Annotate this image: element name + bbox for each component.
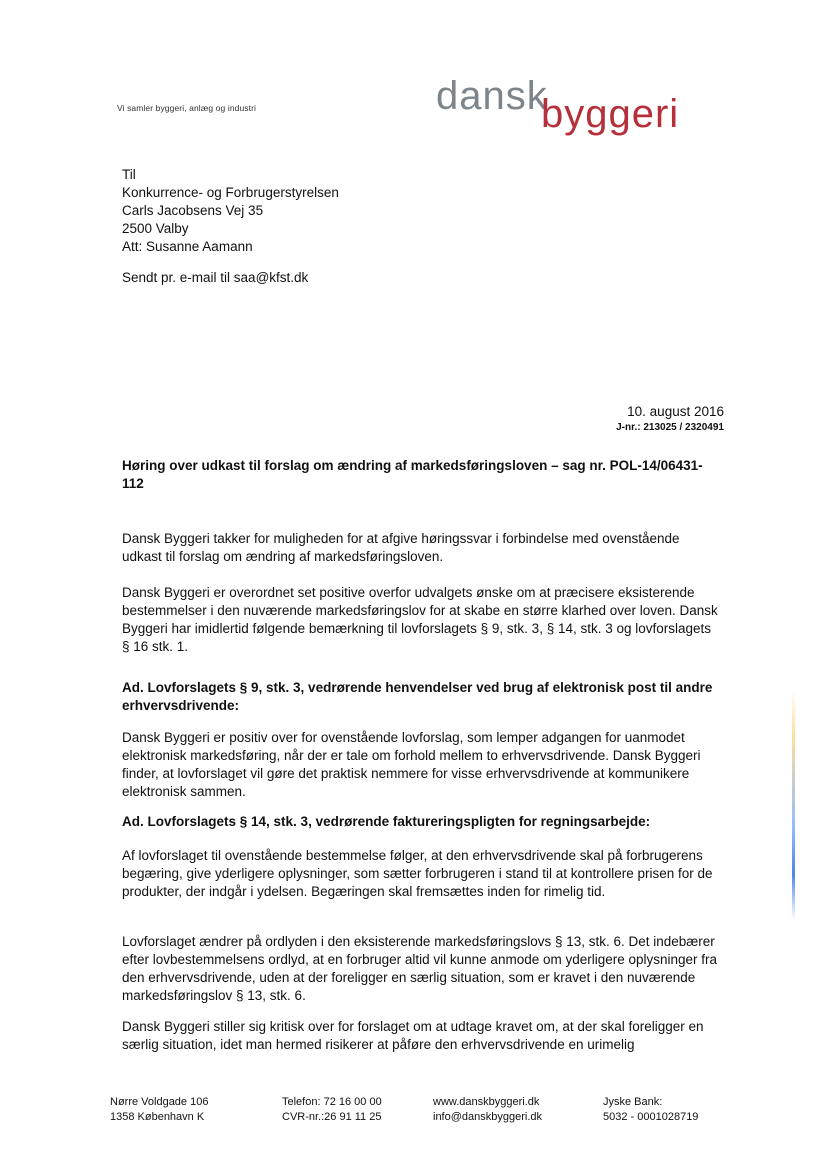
footer-bank-line: 5032 - 0001028719 — [603, 1111, 699, 1123]
footer-bank — [603, 1095, 698, 1125]
paragraph-overall: Dansk Byggeri er overordnet set positive overfor udvalgets ønske om at præcisere eksisterende bestemmelser i den nuværende markedsføringslov for at skabe en større klarhed over loven. Dansk Byggeri har imidlertid følgende bemærkning til lovforslagets § 9, stk. 3, § 14, stk. 3 og lovforslagets § 16 stk. 1. — [122, 585, 718, 654]
footer-phone — [282, 1095, 382, 1125]
heading-section-9: Ad. Lovforslagets § 9, stk. 3, vedrørende henvendelser ved brug af elektronisk post til andre erhvervsdrivende: — [122, 680, 713, 713]
footer-web — [433, 1095, 542, 1125]
footer-phone-line: Telefon: 72 16 00 00 — [282, 1096, 382, 1108]
footer-address — [110, 1095, 208, 1125]
recipient-line: Til — [122, 167, 136, 182]
paragraph-section-14-c: Dansk Byggeri stiller sig kritisk over for forslaget om at udtage kravet om, at der skal foreligger en særlig situation, idet man hermed risikerer at påføre den erhvervsdrivende en urimelig — [122, 1019, 704, 1052]
journal-number: J-nr.: 213025 / 2320491 — [616, 422, 724, 433]
recipient-line: Carls Jacobsens Vej 35 — [122, 203, 264, 218]
recipient-line: 2500 Valby — [122, 221, 189, 236]
footer-address-line: Nørre Voldgade 106 — [110, 1096, 209, 1108]
footer-cvr-line: CVR-nr.:26 91 11 25 — [282, 1111, 382, 1123]
logo-text-byggeri: byggeri — [541, 92, 680, 136]
tagline: Vi samler byggeri, anlæg og industri — [117, 103, 257, 113]
heading-section-14: Ad. Lovforslagets § 14, stk. 3, vedrørende faktureringspligten for regningsarbejde: — [122, 814, 651, 829]
paragraph-intro: Dansk Byggeri takker for muligheden for at afgive høringssvar i forbindelse med ovenstående udkast til forslag om ændring af markedsføringsloven. — [122, 531, 680, 564]
paragraph-section-14-a: Af lovforslaget til ovenstående bestemmelse følger, at den erhvervsdrivende skal på forbrugerens begæring, give yderligere oplysninger, som sætter forbrugeren i stand til at kontrollere prisen for de produkter, der indgår i ydelsen. Begæringen skal fremsættes inden for rimelig tid. — [122, 848, 713, 899]
logo-text-dansk: dansk — [436, 74, 548, 118]
letter-date: 10. august 2016 — [627, 404, 724, 419]
recipient-line: Konkurrence- og Forbrugerstyrelsen — [122, 185, 339, 200]
recipient-address — [122, 166, 339, 256]
paragraph-section-9: Dansk Byggeri er positiv over for ovenstående lovforslag, som lemper adgangen for uanmodet elektronisk markedsføring, når der er tale om forhold mellem to erhvervsdrivende. Dansk Byggeri finder, at lovforslaget vil gøre det praktisk nemmere for visse erhvervsdrivende at kommunikere elektronisk sammen. — [122, 730, 701, 799]
dansk-byggeri-logo — [436, 70, 696, 140]
letter-title: Høring over udkast til forslag om ændring af markedsføringsloven – sag nr. POL-14/06431-112 — [122, 458, 703, 491]
footer-bank-line: Jyske Bank: — [603, 1096, 663, 1108]
scan-edge-artifact — [792, 690, 795, 920]
footer-email-link[interactable]: info@danskbyggeri.dk — [433, 1111, 543, 1123]
paragraph-section-14-b: Lovforslaget ændrer på ordlyden i den eksisterende markedsføringslovs § 13, stk. 6. Det indebærer efter lovbestemmelsens ordlyd, at en forbruger altid vil kunne anmode om yderligere oplysninger fra den erhvervsdrivende, uden at der foreligger en særlig situation, som er kravet i den nuværende markedsføringslov § 13, stk. 6. — [122, 934, 718, 1003]
footer-address-line: 1358 København K — [110, 1111, 205, 1123]
recipient-line: Att: Susanne Aamann — [122, 239, 253, 254]
footer-website-link[interactable]: www.danskbyggeri.dk — [433, 1096, 540, 1108]
sent-by-email-line: Sendt pr. e-mail til saa@kfst.dk — [122, 270, 309, 285]
